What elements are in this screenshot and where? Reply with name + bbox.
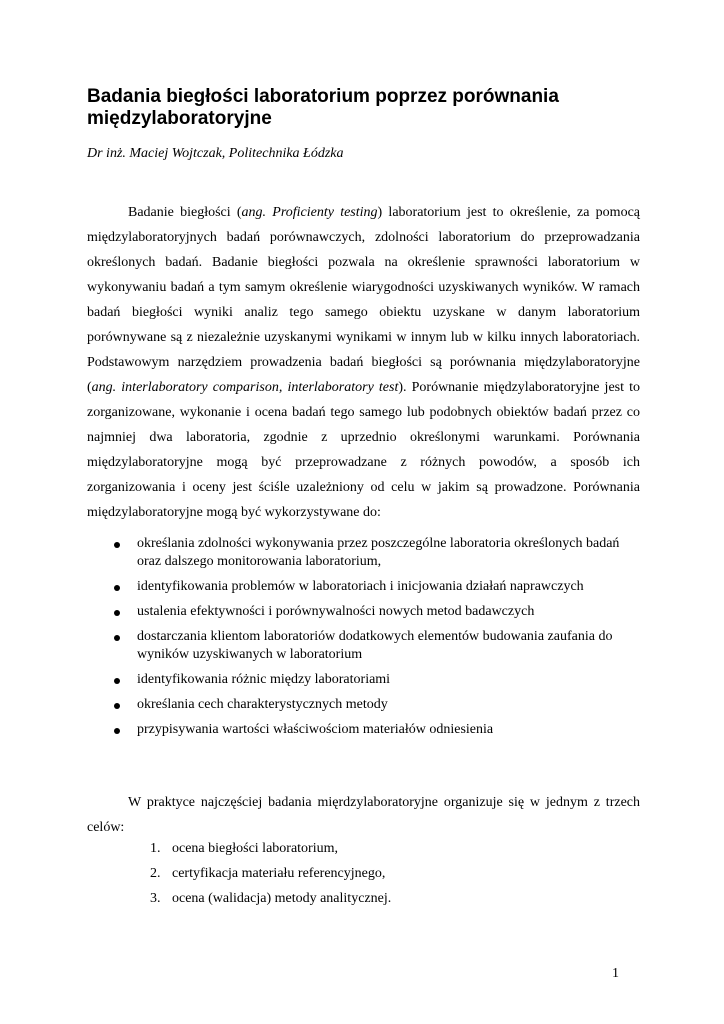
- paragraph-intro-text-2: ) laboratorium jest to określenie, za pomocą międzylaboratoryjnych badań porównawczych, zdolności laboratorium do przeprowadzania określonych badań. Badanie biegłości pozwala na określenie sprawności laboratorium w wykonywaniu badań a tym samym określenie wiarygodności uzyskiwanych wyników. W ramach badań biegłości wyniki analiz tego samego obiektu uzyskane w danym laboratorium porównywane są z niezależnie uzyskanymi wynikami w innym lub w kilku innych laboratoriach. Podstawowym narzędziem prowadzenia badań biegłości są porównania międzylaboratoryjne (: [87, 205, 640, 395]
- bullet-text: określania cech charakterystycznych metody: [137, 697, 388, 712]
- item-text: ocena (walidacja) metody analitycznej.: [172, 891, 392, 906]
- numbered-item: [150, 865, 391, 883]
- item-number: 2.: [150, 866, 161, 881]
- numbered-item: [150, 890, 391, 908]
- item-number: 1.: [150, 841, 161, 856]
- bullet-item: [87, 628, 640, 664]
- bullet-item: [87, 578, 640, 596]
- author-line: Dr inż. Maciej Wojtczak, Politechnika Łódzka: [87, 146, 344, 161]
- paragraph-intro-text-3: ). Porównanie międzylaboratoryjne jest to zorganizowane, wykonanie i ocena badań tego samego lub podobnych obiektów badań przez co najmniej dwa laboratoria, zgodnie z uprzednio określonymi warunkami. Porównania międzylaboratoryjne mogą być przeprowadzane z różnych powodów, a sposób ich zorganizowania i oceny jest ściśle uzależniony od celu w jakim są prowadzone. Porównania międzylaboratoryjne mogą być wykorzystywane do:: [87, 380, 640, 520]
- paragraph-intro-text-1: Badanie biegłości (: [128, 205, 242, 220]
- page-number: 1: [612, 966, 619, 981]
- bullet-icon: [114, 585, 120, 591]
- bullet-text: dostarczania klientom laboratoriów dodatkowych elementów budowania zaufania do wyników uzyskiwanych w laboratorium: [137, 629, 613, 662]
- item-text: certyfikacja materiału referencyjnego,: [172, 866, 386, 881]
- bullet-icon: [114, 635, 120, 641]
- bullet-icon: [114, 728, 120, 734]
- document-title: Badania biegłości laboratorium poprzez porównania międzylaboratoryjne: [87, 86, 559, 129]
- bullet-icon: [114, 610, 120, 616]
- goals-numbered-list: [150, 840, 391, 915]
- item-number: 3.: [150, 891, 161, 906]
- bullet-item: [87, 535, 640, 571]
- bullet-item: [87, 696, 640, 714]
- numbered-item: [150, 840, 391, 858]
- bullet-icon: [114, 542, 120, 548]
- bullet-icon: [114, 703, 120, 709]
- bullet-item: [87, 603, 640, 621]
- bullet-text: identyfikowania różnic między laboratoriami: [137, 672, 391, 687]
- bullet-item: [87, 721, 640, 739]
- bullet-text: identyfikowania problemów w laboratoriach i inicjowania działań naprawczych: [137, 579, 584, 594]
- paragraph-intro-term-1: ang. Proficienty testing: [241, 205, 378, 220]
- item-text: ocena biegłości laboratorium,: [172, 841, 338, 856]
- bullet-item: [87, 671, 640, 689]
- bullet-text: przypisywania wartości właściwościom materiałów odniesienia: [137, 722, 494, 737]
- purpose-bullet-list: [87, 535, 640, 746]
- paragraph-intro: [87, 200, 640, 525]
- bullet-text: ustalenia efektywności i porównywalności nowych metod badawczych: [137, 604, 535, 619]
- bullet-icon: [114, 678, 120, 684]
- paragraph-intro-term-2: ang. interlaboratory comparison, interlaboratory test: [91, 380, 399, 395]
- bullet-text: określania zdolności wykonywania przez poszczególne laboratoria określonych badań oraz dalszego monitorowania laboratorium,: [137, 536, 620, 569]
- paragraph-practice: W praktyce najczęściej badania mięrdzylaboratoryjne organizuje się w jednym z trzech celów:: [87, 795, 640, 835]
